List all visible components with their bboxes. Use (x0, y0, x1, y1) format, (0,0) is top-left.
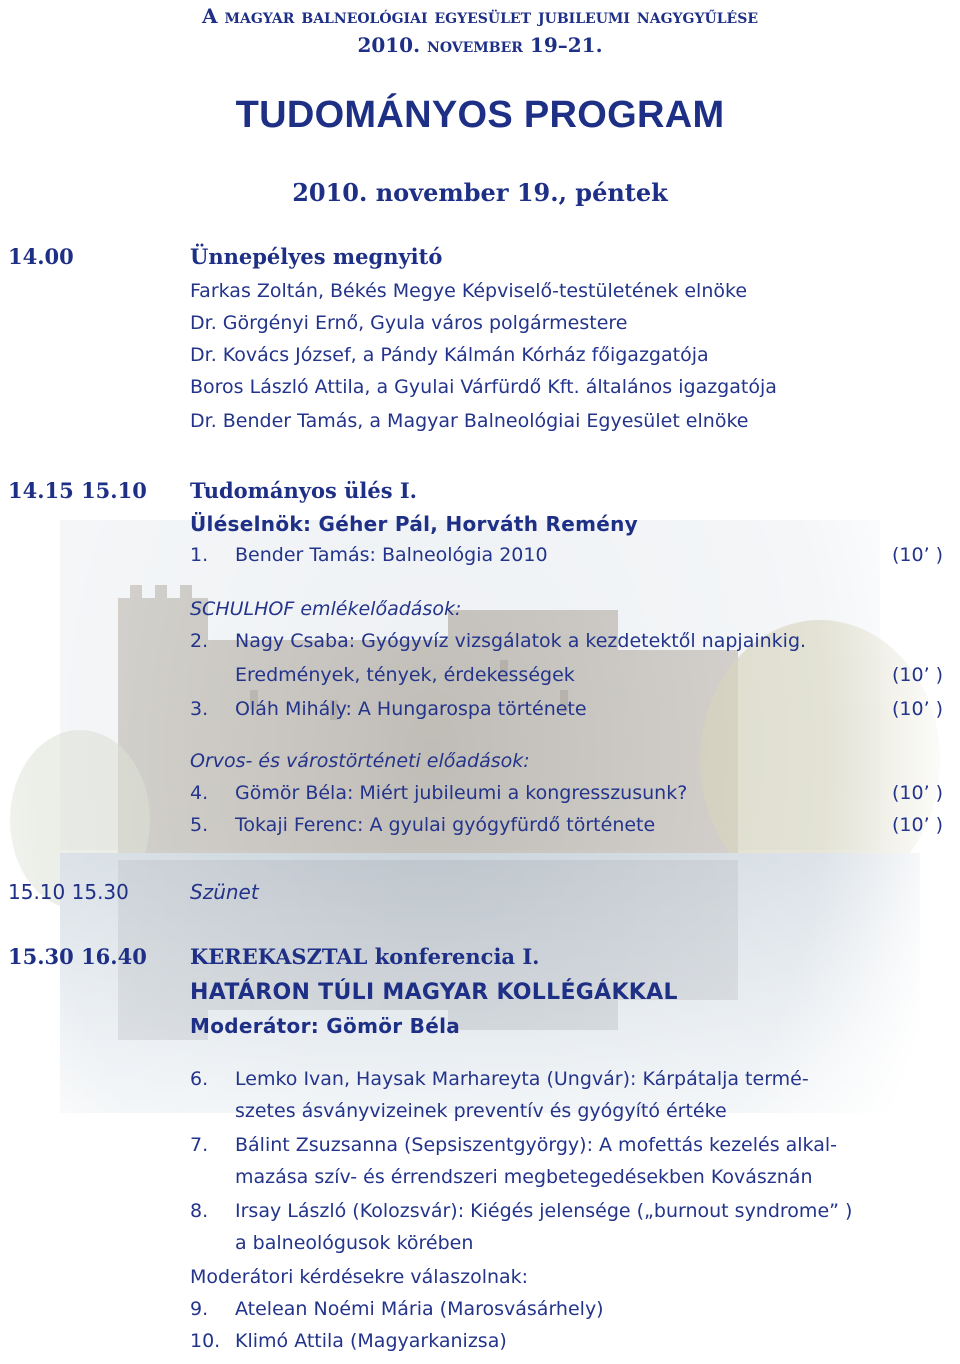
item-text: Klimó Attila (Magyarkanizsa) (235, 1330, 507, 1352)
talk-number: 4. (190, 782, 209, 804)
talk-duration: (10’ ) (892, 782, 944, 804)
talk-text: Oláh Mihály: A Hungarospa története (235, 698, 587, 720)
item-text: Atelean Noémi Mária (Marosvásárhely) (235, 1298, 604, 1320)
roundtable-time: 15.30 16.40 (8, 944, 147, 969)
roundtable-title: KEREKASZTAL konferencia I. (190, 944, 540, 969)
session1-time: 14.15 15.10 (8, 478, 147, 503)
talk-text: Tokaji Ferenc: A gyulai gyógyfürdő története (235, 814, 656, 836)
history-group-heading: Orvos- és várostörténeti előadások: (190, 750, 530, 772)
talk-duration: (10’ ) (892, 814, 944, 836)
header-event-dates: 2010. november 19–21. (357, 33, 603, 57)
talk-number: 5. (190, 814, 209, 836)
opening-speaker: Dr. Bender Tamás, a Magyar Balneológiai Egyesület elnöke (190, 410, 749, 432)
talk-text: Nagy Csaba: Gyógyvíz vizsgálatok a kezdetektől napjainkig. (235, 630, 807, 652)
item-number: 7. (190, 1134, 209, 1156)
talk-number: 3. (190, 698, 209, 720)
talk-duration: (10’ ) (892, 664, 944, 686)
roundtable-moderator: Moderátor: Gömör Béla (190, 1014, 461, 1038)
opening-speaker: Dr. Kovács József, a Pándy Kálmán Kórház főigazgatója (190, 344, 709, 366)
item-number: 6. (190, 1068, 209, 1090)
header-event-name: A magyar balneológiai egyesület jubileumi nagygyűlése (202, 4, 758, 28)
roundtable-subtitle: HATÁRON TÚLI MAGYAR KOLLÉGÁKKAL (190, 980, 678, 1005)
item-number: 8. (190, 1200, 209, 1222)
talk-number: 2. (190, 630, 209, 652)
item-number: 9. (190, 1298, 209, 1320)
item-text: Irsay László (Kolozsvár): Kiégés jelensége („burnout syndrome” ) (235, 1200, 853, 1222)
break-label: Szünet (190, 880, 259, 904)
schulhof-group-heading: SCHULHOF emlékelőadások: (190, 598, 462, 620)
answers-label: Moderátori kérdésekre válaszolnak: (190, 1266, 529, 1288)
day-heading: 2010. november 19., péntek (292, 178, 668, 207)
opening-speaker: Boros László Attila, a Gyulai Várfürdő Kft. általános igazgatója (190, 376, 777, 398)
session1-chairs: Üléselnök: Géher Pál, Horváth Remény (190, 512, 638, 536)
talk-number: 1. (190, 544, 209, 566)
item-text-continued: mazása szív- és érrendszeri megbetegedésekben Kovásznán (235, 1166, 813, 1188)
talk-text: Bender Tamás: Balneológia 2010 (235, 544, 548, 566)
opening-title: Ünnepélyes megnyitó (190, 244, 443, 269)
talk-duration: (10’ ) (892, 698, 944, 720)
item-text: Bálint Zsuzsanna (Sepsiszentgyörgy): A mofettás kezelés alkal- (235, 1134, 838, 1156)
page-title: TUDOMÁNYOS PROGRAM (235, 94, 725, 136)
talk-duration: (10’ ) (892, 544, 944, 566)
break-time: 15.10 15.30 (8, 880, 129, 904)
item-text: Lemko Ivan, Haysak Marhareyta (Ungvár): Kárpátalja termé- (235, 1068, 809, 1090)
opening-time: 14.00 (8, 244, 74, 269)
session1-title: Tudományos ülés I. (190, 478, 417, 503)
opening-speaker: Dr. Görgényi Ernő, Gyula város polgármestere (190, 312, 628, 334)
item-number: 10. (190, 1330, 221, 1352)
talk-text: Gömör Béla: Miért jubileumi a kongresszusunk? (235, 782, 688, 804)
item-text-continued: a balneológusok körében (235, 1232, 474, 1254)
talk-text-continued: Eredmények, tények, érdekességek (235, 664, 575, 686)
item-text-continued: szetes ásványvizeinek preventív és gyógyító értéke (235, 1100, 727, 1122)
opening-speaker: Farkas Zoltán, Békés Megye Képviselő-testületének elnöke (190, 280, 748, 302)
